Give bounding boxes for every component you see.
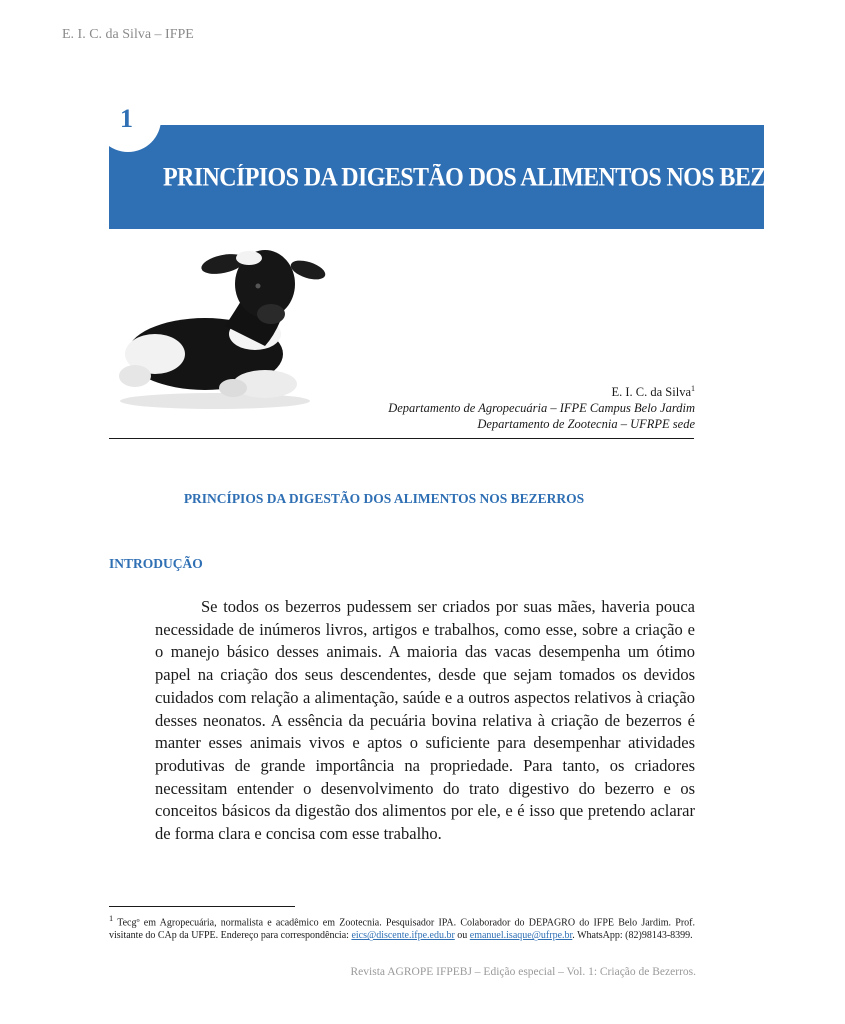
section-title: PRINCÍPIOS DA DIGESTÃO DOS ALIMENTOS NOS BEZERROS bbox=[183, 491, 585, 506]
page-footer: Revista AGROPE IFPEBJ – Edição especial – Vol. 1: Criação de Bezerros. bbox=[350, 966, 696, 978]
author-dept-2: Departamento de Zootecnia – UFRPE sede bbox=[477, 417, 695, 432]
author-dept-1: Departamento de Agropecuária – IFPE Campus Belo Jardim bbox=[388, 401, 695, 416]
calf-forehead-spot bbox=[236, 251, 262, 265]
email-link-ifpe[interactable]: eics@discente.ifpe.edu.br bbox=[351, 930, 455, 942]
calf-photo bbox=[115, 236, 325, 411]
body-paragraph: Se todos os bezerros pudessem ser criados por suas mães, haveria pouca necessidade de inúmeros livros, artigos e trabalhos, como esse, sobre a criação e o manejo básico desses animais. A maioria das vacas desempenha um ótimo papel na criação dos seus descendentes, desde que sejam tomados os devidos cuidados com relação a alimentação, saúde e a outros aspectos relativos à criação desses neonatos. A essência da pecuária bovina relativa à criação de bezerros é manter esses animais vivos e aptos o suficiente para desempenhar atividades produtivas de grande importância na propriedade. Para tanto, os criadores necessitam entender o desenvolvimento do trato digestivo do bezerro e os conceitos básicos da digestão dos alimentos por ele, e é isso que pretendo aclarar de forma clara e concisa com esse trabalho. bbox=[155, 597, 695, 844]
footnote bbox=[109, 912, 695, 942]
author-footnote-marker[interactable]: 1 bbox=[691, 384, 695, 393]
running-header: E. I. C. da Silva – IFPE bbox=[62, 27, 194, 42]
footnote-marker: 1 bbox=[109, 914, 114, 923]
footnote-text: Tecgº em Agropecuária, normalista e acadêmico em Zootecnia. Pesquisador IPA. Colaborador do DEPAGRO do IFPE Belo Jardim. Prof. visitante do CAp da UFPE. Endereço para correspondência: bbox=[109, 917, 695, 942]
calf-muzzle bbox=[257, 304, 285, 324]
author-name: E. I. C. da Silva$^1$ bbox=[611, 384, 695, 400]
calf-eye bbox=[256, 284, 261, 289]
body-text bbox=[155, 596, 695, 846]
footnote-connector: ou bbox=[454, 930, 470, 942]
footnote-divider bbox=[109, 906, 295, 907]
header-divider bbox=[109, 438, 694, 439]
intro-heading: INTRODUÇÃO bbox=[109, 556, 203, 571]
email-link-ufrpe[interactable]: emanuel.isaque@ufrpe.br bbox=[469, 930, 573, 942]
calf-hind-leg bbox=[119, 365, 151, 387]
chapter-number: 1 bbox=[120, 104, 133, 133]
calf-hoof-left bbox=[219, 379, 247, 397]
author-block bbox=[388, 381, 695, 432]
chapter-title: PRINCÍPIOS DA DIGESTÃO DOS ALIMENTOS NOS BEZERROS bbox=[163, 164, 845, 193]
footnote-contact: . WhatsApp: (82)98143-8399. bbox=[572, 930, 693, 942]
